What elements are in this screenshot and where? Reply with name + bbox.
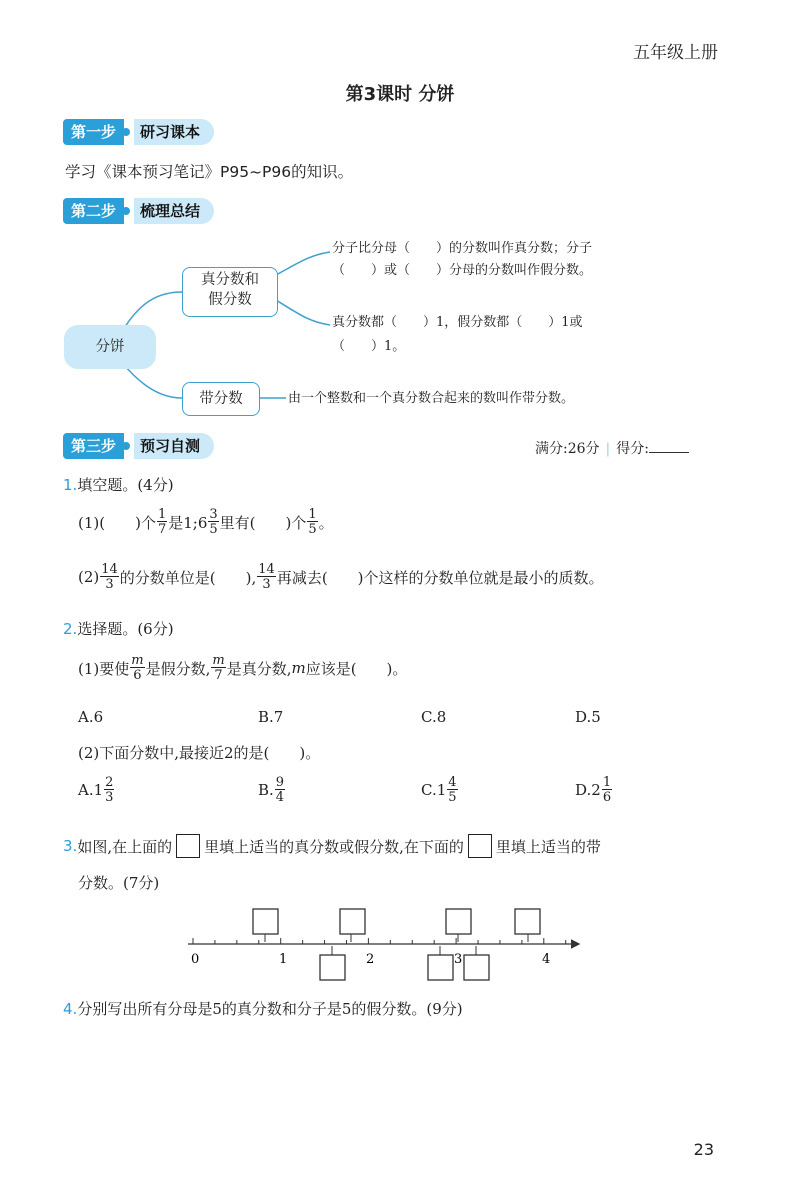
numerator: m	[131, 653, 144, 668]
mindmap-text: 分子比分母（ ）的分数叫作真分数；分子	[332, 241, 593, 256]
denominator: 5	[308, 522, 317, 537]
tick-label: 1	[279, 952, 288, 967]
mindmap-text: 真分数都（ ）1，假分数都（ ）1或	[332, 315, 583, 330]
numerator: 4	[448, 775, 457, 790]
text: 的分数单位是( ),	[119, 568, 257, 587]
tick-label: 0	[191, 952, 200, 967]
text: A.1	[78, 781, 104, 799]
step-1-name: 研习课本	[134, 119, 214, 145]
mindmap-text: （ ）或（ ）分母的分数叫作假分数。	[332, 263, 593, 278]
question-2-part-2: (2)下面分数中,最接近2的是( )。	[78, 744, 321, 762]
option-d[interactable]: D.5	[575, 708, 601, 726]
question-number: 2.	[63, 620, 78, 638]
option-c[interactable]: C.8	[421, 708, 447, 726]
text: 再减去( )个这样的分数单位就是最小的质数。	[276, 568, 604, 587]
denominator: 4	[275, 790, 285, 805]
numerator: m	[212, 653, 225, 668]
denominator: 7	[214, 668, 223, 683]
mindmap-text: 由一个整数和一个真分数合起来的数叫作带分数。	[288, 391, 575, 406]
step-3-name: 预习自测	[134, 433, 214, 459]
question-4	[63, 998, 463, 1019]
full-score: 满分:26分	[535, 441, 600, 457]
option-a[interactable]: A.6	[78, 708, 104, 726]
numerator: 14	[258, 562, 275, 577]
numerator: 3	[209, 507, 218, 522]
answer-box-top[interactable]	[340, 909, 365, 934]
step-2-number: 第二步	[63, 198, 124, 224]
question-number: 1.	[63, 476, 78, 494]
denominator: 3	[105, 577, 114, 592]
denominator: 5	[448, 790, 457, 805]
answer-box-bottom[interactable]	[320, 955, 345, 980]
text: B.	[258, 781, 274, 799]
answer-box-bottom[interactable]	[428, 955, 453, 980]
variable-m: m	[291, 659, 306, 677]
numerator: 9	[275, 775, 285, 790]
text: 里有( )个	[219, 513, 307, 532]
text: 里填上适当的真分数或假分数,在下面的	[204, 837, 464, 856]
question-text: 分别写出所有分母是5的真分数和分子是5的假分数。(9分)	[77, 1000, 463, 1018]
score-line: 满分:26分 | 得分:	[535, 438, 689, 458]
step-1-number: 第一步	[63, 119, 124, 145]
question-text: 填空题。(4分)	[77, 476, 174, 494]
page-number: 23	[693, 1140, 714, 1159]
text: 里填上适当的带	[495, 837, 601, 856]
text: (1)( )个	[78, 513, 156, 532]
tick-label: 2	[366, 952, 375, 967]
mindmap-branch-mixed: 带分数	[182, 382, 260, 416]
grade-label: 五年级上册	[633, 43, 718, 63]
denominator: 6	[133, 668, 142, 683]
text: 。	[318, 513, 334, 532]
numerator: 2	[105, 775, 114, 790]
denominator: 7	[157, 522, 167, 537]
intro-text: 学习《课本预习笔记》P95~P96的知识。	[65, 163, 354, 181]
denominator: 6	[602, 790, 612, 805]
answer-box-bottom[interactable]	[464, 955, 489, 980]
text: D.2	[575, 781, 601, 799]
option-b[interactable]: B.7	[258, 708, 284, 726]
branch-label: 假分数	[208, 292, 252, 308]
step-3-number: 第三步	[63, 433, 124, 459]
numerator: 1	[157, 507, 167, 522]
numerator: 1	[602, 775, 612, 790]
branch-label: 真分数和	[201, 272, 259, 288]
tick-label: 3	[454, 952, 463, 967]
mindmap-text: （ ）1。	[332, 339, 406, 354]
text: 是1;6	[168, 513, 208, 532]
question-number: 4.	[63, 1000, 78, 1018]
denominator: 3	[262, 577, 271, 592]
denominator: 3	[105, 790, 114, 805]
mindmap-root: 分饼	[64, 325, 156, 369]
tick-label: 4	[542, 952, 551, 967]
denominator: 5	[209, 522, 218, 537]
question-text: 选择题。(6分)	[77, 620, 174, 638]
step-2-name: 梳理总结	[134, 198, 214, 224]
question-3-line-2: 分数。(7分)	[78, 874, 160, 892]
page-title: 第3课时 分饼	[345, 84, 455, 105]
answer-box-top[interactable]	[515, 909, 540, 934]
text: (2)	[78, 568, 100, 586]
text: 应该是( )。	[305, 659, 408, 678]
question-number: 3.	[63, 837, 78, 855]
answer-box-top[interactable]	[446, 909, 471, 934]
text: 是真分数,	[226, 659, 292, 678]
answer-box-top[interactable]	[253, 909, 278, 934]
text: (1)要使	[78, 659, 130, 678]
numerator: 14	[101, 562, 118, 577]
text: C.1	[421, 781, 447, 799]
numerator: 1	[308, 507, 317, 522]
text: 是假分数,	[145, 659, 211, 678]
text: 如图,在上面的	[77, 837, 173, 856]
score-label: 得分:	[616, 441, 649, 457]
